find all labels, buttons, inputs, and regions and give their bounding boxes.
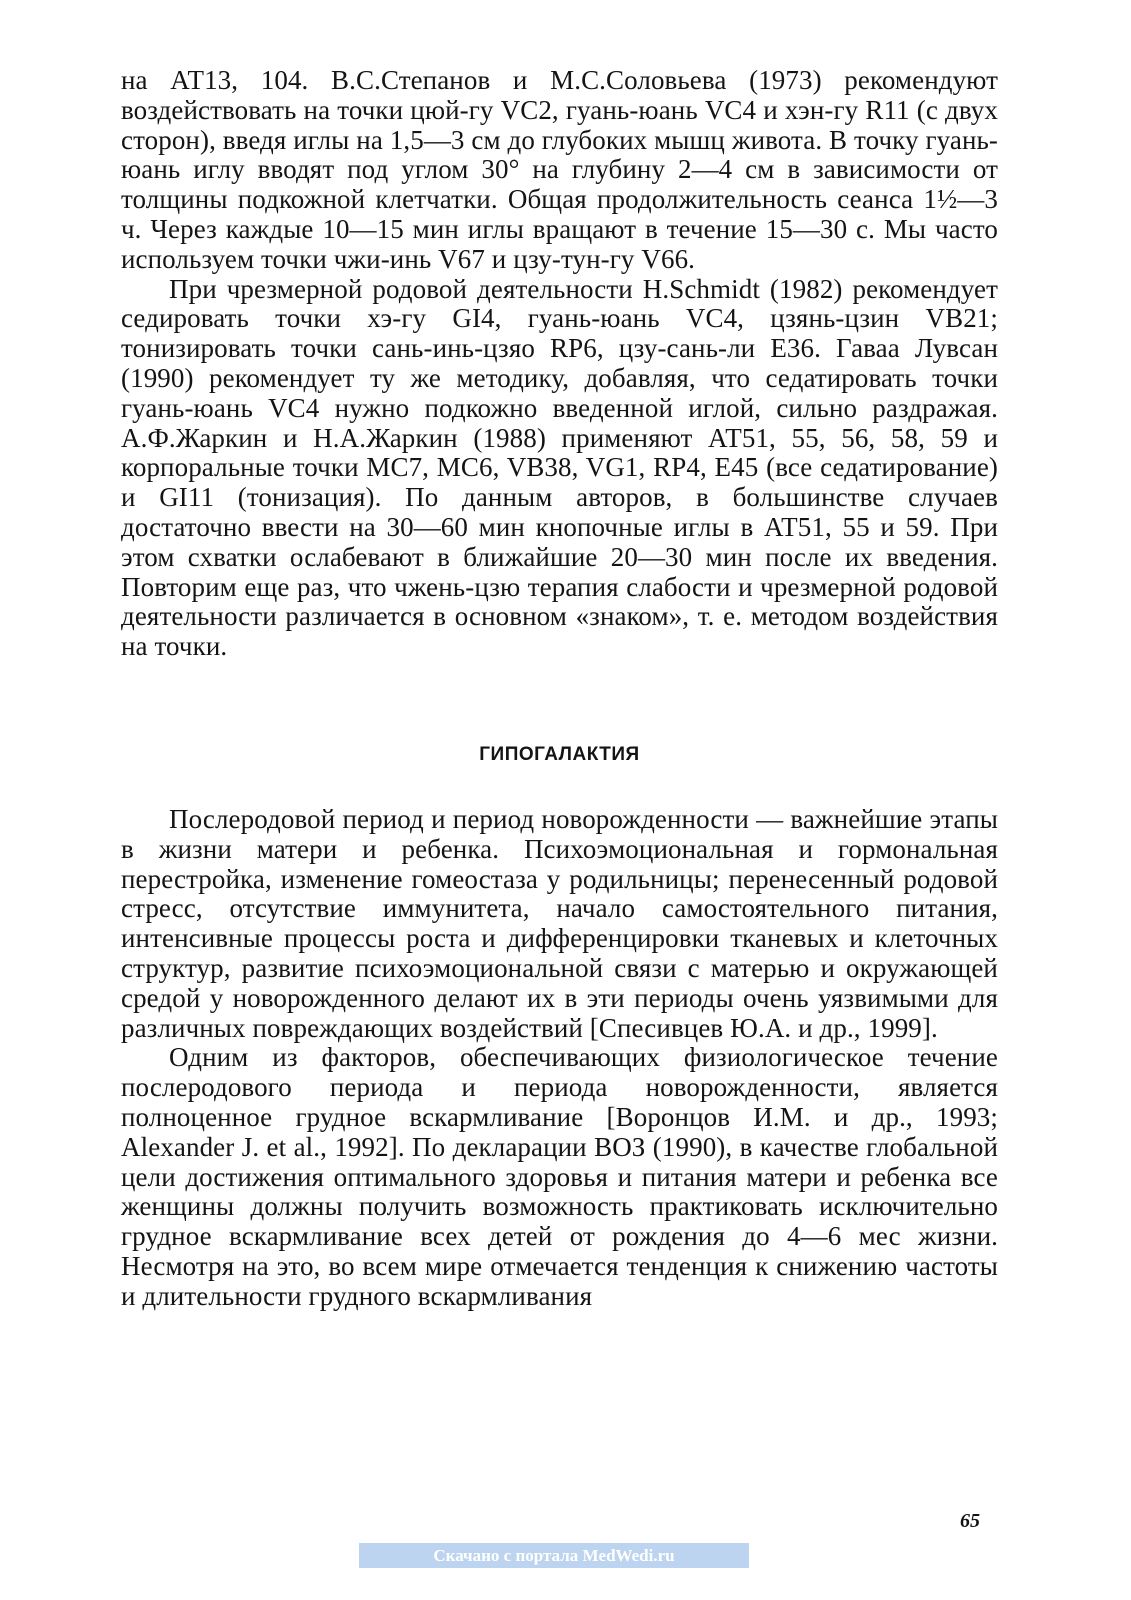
paragraph-excessive-labor: При чрезмерной родовой деятельности H.Schmidt (1982) рекомендует седировать точки хэ-гу GI4, гуань-юань VC4, цзянь-цзин VB21; тонизировать точки сань-инь-цзяо RP6, цзу-сань-ли E36. Гаваа Лувсан (1990) рекомендует ту же методику, добавляя, что седатировать точки гуань-юань VC4 нужно подкожно введенной иглой, сильно раздражая. А.Ф.Жаркин и Н.А.Жаркин (1988) применяют АТ51, 55, 56, 58, 59 и корпоральные точки MC7, MC6, VB38, VG1, RP4, E45 (все седатирование) и GI11 (тонизация). По данным авторов, в большинстве случаев достаточно ввести на 30—60 мин кнопочные иглы в АТ51, 55 и 59. При этом схватки ослабевают в ближайшие 20—30 мин после их введения. Повторим еще раз, что чжень-цзю терапия слабости и чрезмерной родовой деятельности различается в основном «знаком», т. е. методом воздействия на точки. (121, 273, 998, 662)
paragraph-postpartum: Послеродовой период и период новорожденности — важнейшие этапы в жизни матери и ребенка. Психоэмоциональная и гормональная перестройка, изменение гомеостаза у родильницы; перенесенный родовой стресс, отсутствие иммунитета, начало самостоятельного питания, интенсивные процессы роста и дифференцировки тканевых и клеточных структур, развитие психоэмоциональной связи с матерью и окружающей средой у новорожденного делают их в эти периоды очень уязвимыми для различных повреждающих воздействий [Спесивцев Ю.А. и др., 1999]. (121, 803, 998, 1043)
download-watermark: Скачано с портала MedWedi.ru (359, 1543, 749, 1568)
page-number: 65 (960, 1510, 980, 1532)
section-heading: ГИПОГАЛАКТИЯ (479, 743, 640, 765)
heading-spacer (121, 768, 998, 805)
paragraph-breastfeeding: Одним из факторов, обеспечивающих физиологическое течение послеродового периода и периода новорожденности, является полноценное грудное вскармливание [Воронцов И.М. и др., 1993; Alexander J. et al., 1992]. По декларации ВОЗ (1990), в качестве глобальной цели достижения оптимального здоровья и питания матери и ребенка все женщины должны получить возможность практиковать исключительно грудное вскармливание всех детей от рождения до 4—6 мес жизни. Несмотря на это, во всем мире отмечается тенденция к снижению частоты и длительности грудного вскармливания (121, 1042, 998, 1311)
document-page (121, 66, 998, 1311)
paragraph-continuation: на АТ13, 104. В.С.Степанов и М.С.Соловьева (1973) рекомендуют воздействовать на точки цюй-гу VC2, гуань-юань VC4 и хэн-гу R11 (с двух сторон), введя иглы на 1,5—3 см до глубоких мышц живота. В точку гуань-юань иглу вводят под углом 30° на глубину 2—4 см в зависимости от толщины подкожной клетчатки. Общая продолжительность сеанса 1½—3 ч. Через каждые 10—15 мин иглы вращают в течение 15—30 с. Мы часто используем точки чжи-инь V67 и цзу-тун-гу V66. (121, 65, 998, 274)
